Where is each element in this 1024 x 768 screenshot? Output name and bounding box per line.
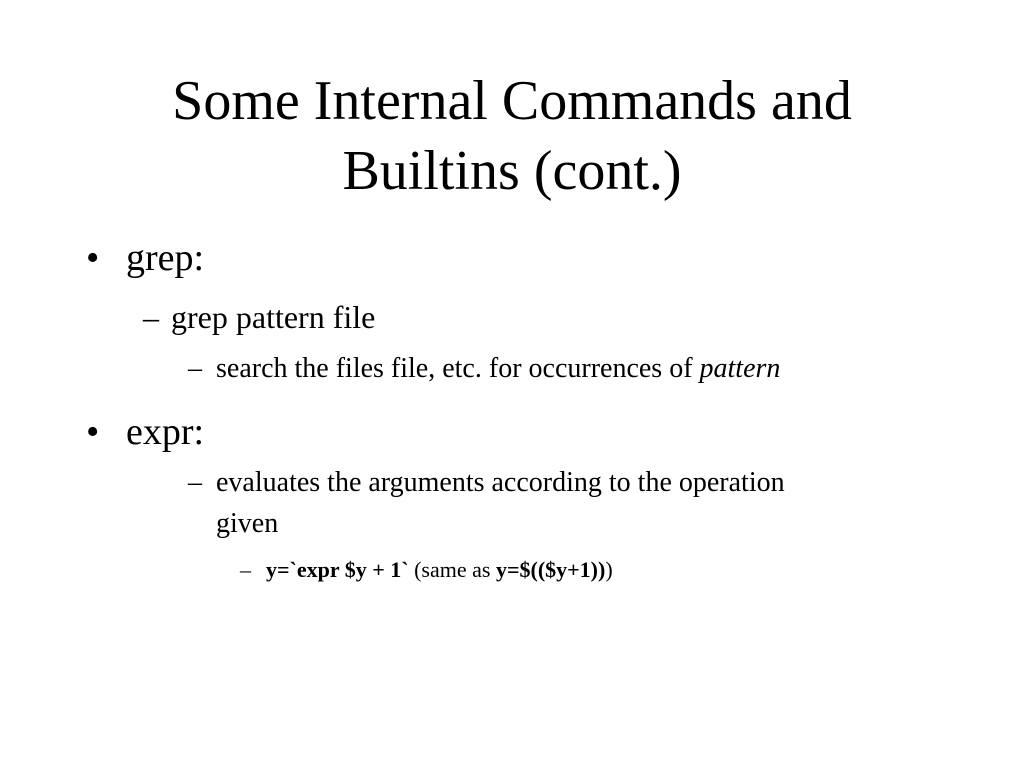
bullet-expr-example [240, 556, 613, 584]
bullet-grep-syntax [143, 298, 375, 336]
expr-description-line-1: evaluates the arguments according to the operation [216, 467, 785, 498]
grep-syntax-text: grep pattern file [171, 299, 376, 335]
expr-example-end: ) [605, 557, 613, 582]
bullet-grep-label: grep: [126, 237, 205, 279]
bullet-dash: – [188, 467, 202, 498]
bullet-dash: – [143, 299, 159, 335]
bullet-dash: – [188, 353, 202, 384]
bullet-expr-description-continuation [216, 507, 278, 541]
grep-description-emphasis: pattern [699, 353, 781, 384]
bullet-expr-label: expr: [126, 411, 205, 453]
bullet-grep-description [188, 352, 780, 386]
bullet-dash: – [240, 557, 251, 582]
slide-title-line-1: Some Internal Commands and [172, 70, 852, 132]
bullet-dot: • [86, 237, 100, 279]
bullet-dot: • [86, 411, 100, 453]
bullet-expr [86, 410, 204, 454]
expr-example-code: y=`expr $y + 1` [266, 557, 409, 582]
bullet-grep [86, 236, 204, 280]
bullet-expr-description [188, 466, 785, 500]
expr-example-equivalent: y=$(($y+1)) [495, 557, 606, 582]
grep-description-text: search the files file, etc. for occurrences of [216, 353, 700, 384]
expr-description-line-2: given [216, 508, 279, 539]
expr-example-middle: (same as [408, 557, 496, 582]
slide-title-line-2: Builtins (cont.) [342, 140, 682, 202]
slide-title [60, 66, 964, 206]
